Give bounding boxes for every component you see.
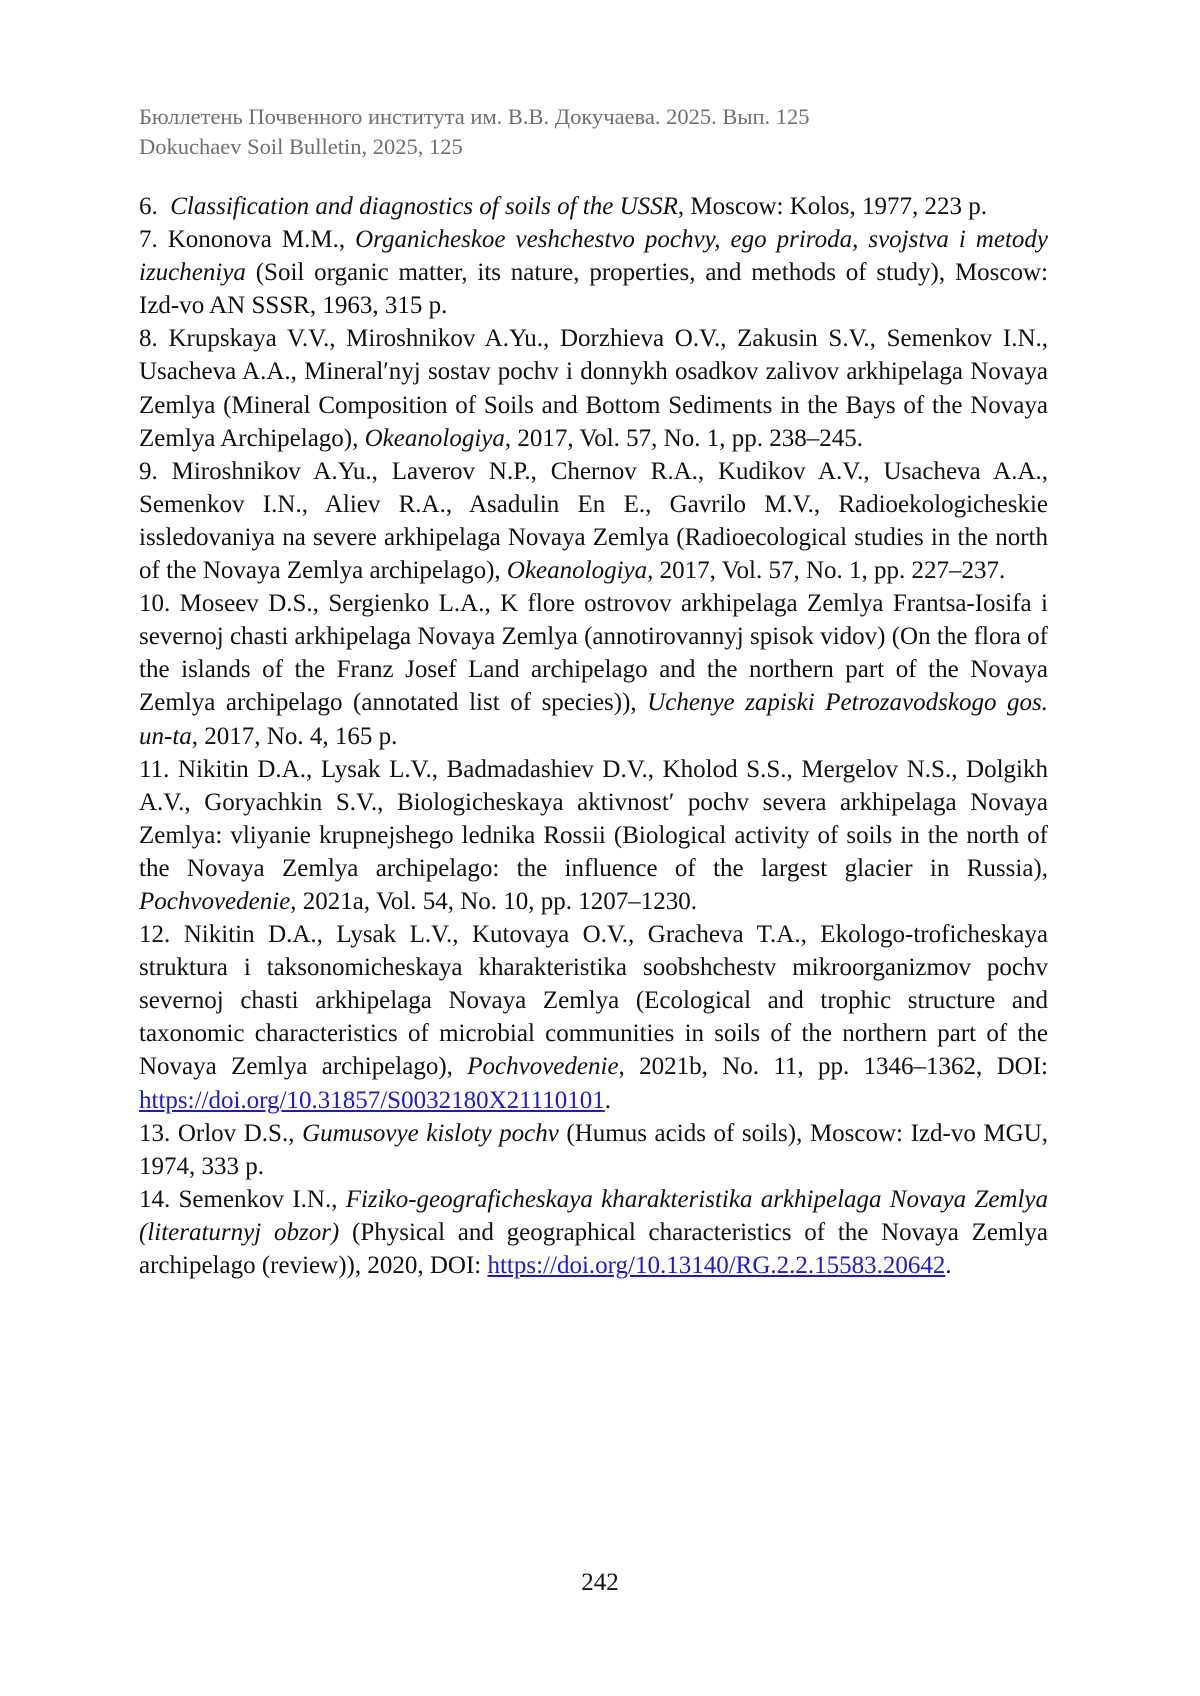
reference-text: Krupskaya V.V., Miroshnikov A.Yu., Dorzhieva O.V., Zakusin S.V., Semenkov I.N., Usacheva A.A., Mineral′nyj sostav pochv i donnykh osadkov zalivov arkhipelaga Novaya Zemlya (Mineral Composition of Soils and Bottom Sediments in the Bays of the Novaya Zemlya Archipelago), xyxy=(139,325,1049,452)
reference-number: 13. xyxy=(139,1119,171,1147)
reference-details: , 2017, Vol. 57, No. 1, pp. 238–245. xyxy=(504,424,863,452)
reference-end: . xyxy=(604,1086,612,1114)
reference-details: (Humus acids of soils), Moscow: Izd-vo MGU, 1974, 333 p. xyxy=(139,1119,1049,1180)
reference-text: Miroshnikov A.Yu., Laverov N.P., Chernov R.A., Kudikov A.V., Usacheva A.A., Semenkov I.N., Aliev R.A., Asadulin En E., Gavrilo M.V., Radioekologicheskie issledovaniya na severe arkhipelaga Novaya Zemlya (Radioecological studies in the north of the Novaya Zemlya archipelago), xyxy=(139,457,1049,585)
doi-link[interactable]: https://doi.org/10.31857/S0032180X21110101 xyxy=(139,1086,605,1114)
journal-title-en: Dokuchaev Soil Bulletin, 2025, 125 xyxy=(139,134,463,159)
reference-journal: Pochvovedenie xyxy=(139,887,291,915)
reference-number: 7. xyxy=(139,226,158,254)
reference-details: (Soil organic matter, its nature, properties, and methods of study), Moscow: Izd-vo AN SSSR, 1963, 315 p. xyxy=(139,259,1048,320)
reference-authors: Kononova M.M., xyxy=(167,226,356,254)
reference-title: Organicheskoe veshchestvo pochvy, ego priroda, svojstva i metody izucheniya xyxy=(139,226,1049,287)
reference-number: 8. xyxy=(139,325,158,353)
reference-item-9 xyxy=(139,455,1048,587)
reference-journal: Okeanologiya, xyxy=(506,557,654,585)
reference-text: Nikitin D.A., Lysak L.V., Kutovaya O.V., Gracheva T.A., Ekologo-troficheskaya struktura i taksonomicheskaya kharakteristika soobshchestv mikroorganizmov pochv severnoj chasti arkhipelaga Novaya Zemlya (Ecological and trophic structure and taxonomic characteristics of microbial communities in soils of the northern part of the Novaya Zemlya archipelago), xyxy=(139,921,1049,1081)
reference-item-11 xyxy=(139,753,1048,918)
reference-item-12 xyxy=(139,918,1048,1117)
reference-item-7 xyxy=(139,223,1048,322)
doi-link[interactable]: https://doi.org/10.13140/RG.2.2.15583.20642 xyxy=(487,1252,946,1279)
reference-item-10 xyxy=(139,587,1048,752)
reference-item-14 xyxy=(139,1183,1048,1282)
reference-authors: Orlov D.S., xyxy=(177,1119,303,1147)
reference-details: , 2021b, No. 11, pp. 1346–1362, DOI: xyxy=(618,1053,1048,1081)
reference-authors: Semenkov I.N., xyxy=(178,1185,346,1213)
page-number: 242 xyxy=(581,1569,619,1596)
reference-journal: Pochvovedenie xyxy=(467,1053,619,1081)
reference-number: 9. xyxy=(139,457,158,485)
reference-text: Nikitin D.A., Lysak L.V., Badmadashiev D.V., Kholod S.S., Mergelov N.S., Dolgikh A.V., Goryachkin S.V., Biologicheskaya aktivnost′ pochv severa arkhipelaga Novaya Zemlya: vliyanie krupnejshego lednika Rossii (Biological activity of soils in the north of the Novaya Zemlya archipelago: the influence of the largest glacier in Russia), xyxy=(139,755,1048,882)
reference-details: , Moscow: Kolos, 1977, 223 p. xyxy=(677,193,987,220)
journal-title-ru: Бюллетень Почвенного института им. В.В. Докучаева. 2025. Вып. 125 xyxy=(139,104,810,129)
reference-title: Gumusovye kisloty pochv xyxy=(302,1119,559,1147)
reference-list xyxy=(139,190,1048,1282)
reference-details: , 2017, No. 4, 165 p. xyxy=(191,722,398,750)
reference-number: 14. xyxy=(139,1185,171,1213)
reference-text: Moseev D.S., Sergienko L.A., K flore ostrovov arkhipelaga Zemlya Frantsa-Iosifa i severnoj chasti arkhipelaga Novaya Zemlya (annotirovannyj spisok vidov) (On the flora of the islands of the Franz Josef Land archipelago and the northern part of the Novaya Zemlya archipelago (annotated list of species)), xyxy=(139,590,1049,717)
reference-details: (Physical and geographical characteristics of the Novaya Zemlya archipelago (review)), 2020, DOI: xyxy=(139,1218,1048,1279)
reference-item-13 xyxy=(139,1117,1048,1183)
reference-number: 6. xyxy=(139,193,158,220)
reference-item-8 xyxy=(139,322,1048,454)
reference-journal: Uchenye zapiski Petrozavodskogo gos. un-ta xyxy=(139,689,1048,750)
reference-number: 11. xyxy=(139,755,170,783)
reference-title: Classification and diagnostics of soils of the USSR xyxy=(170,193,678,220)
reference-title: Fiziko-geograficheskaya kharakteristika arkhipelaga Novaya Zemlya (literaturnyj obzor) xyxy=(139,1185,1049,1246)
reference-number: 12. xyxy=(139,921,171,949)
reference-journal: Okeanologiya xyxy=(364,424,505,452)
reference-item-6 xyxy=(139,190,1048,223)
reference-number: 10. xyxy=(139,590,171,618)
reference-details: , 2021a, Vol. 54, No. 10, pp. 1207–1230. xyxy=(290,887,698,915)
reference-details: 2017, Vol. 57, No. 1, pp. 227–237. xyxy=(653,557,1006,585)
running-header xyxy=(139,102,1039,162)
reference-end: . xyxy=(945,1252,952,1279)
